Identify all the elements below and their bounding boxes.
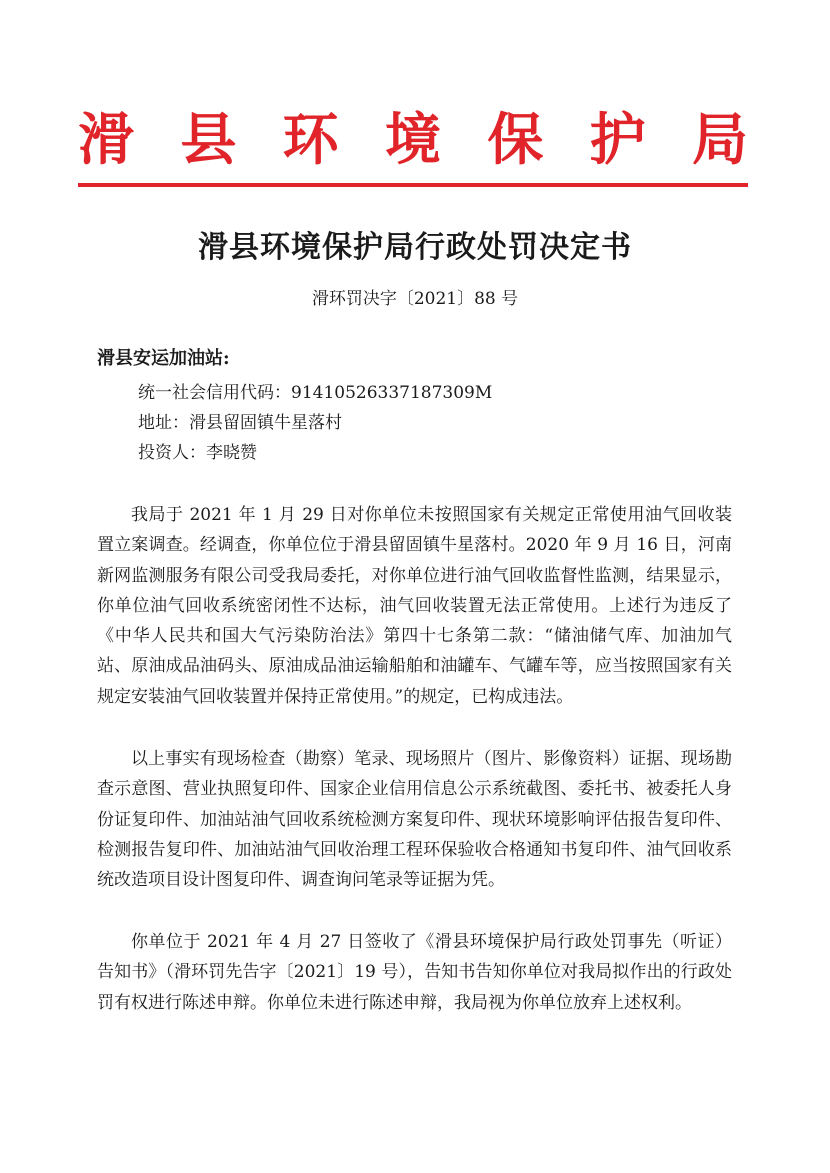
paragraph-facts: 我局于 2021 年 1 月 29 日对你单位未按照国家有关规定正常使用油气回收装置立案调查。经调查，你单位位于滑县留固镇牛星落村。2020 年 9 月 16 日，河南新网监测服务有限公司受我局委托，对你单位进行油气回收监督性监测，结果显示，你单位油气回收系统密闭性不达标，油气回收装置无法正常使用。上述行为违反了《中华人民共和国大气污染防治法》第四十七条第二款：“储油储气库、加油加气站、原油成品油码头、原油成品油运输船舶和油罐车、气罐车等，应当按照国家有关规定安装油气回收装置并保持正常使用。”的规定，已构成违法。 (97, 505, 732, 707)
document-title: 滑县环境保护局行政处罚决定书 (198, 230, 632, 265)
agency-header-char: 境 (384, 107, 441, 173)
agency-header-char: 环 (282, 107, 339, 173)
agency-header (78, 108, 748, 172)
credit-code: 统一社会信用代码：91410526337187309M (138, 383, 493, 403)
paragraph-notice: 你单位于 2021 年 4 月 27 日签收了《滑县环境保护局行政处罚事先（听证）告知书》（滑环罚先告字〔2021〕19 号），告知书告知你单位对我局拟作出的行政处罚有权进行陈述申辩。你单位未进行陈述申辩，我局视为你单位放弃上述权利。 (97, 932, 732, 1013)
address: 地址：滑县留固镇牛星落村 (138, 413, 342, 433)
agency-header-char: 县 (180, 107, 237, 173)
agency-header-char: 护 (589, 107, 646, 173)
header-divider (78, 183, 748, 187)
document-number: 滑环罚决字〔2021〕88 号 (311, 289, 519, 309)
recipient-name: 滑县安运加油站: (97, 348, 230, 369)
agency-header-char: 局 (691, 107, 748, 173)
agency-header-char: 保 (487, 107, 544, 173)
agency-header-char: 滑 (78, 107, 134, 173)
paragraph-evidence: 以上事实有现场检查（勘察）笔录、现场照片（图片、影像资料）证据、现场勘查示意图、营业执照复印件、国家企业信用信息公示系统截图、委托书、被委托人身份证复印件、加油站油气回收系统检测方案复印件、现状环境影响评估报告复印件、检测报告复印件、加油站油气回收治理工程环保验收合格通知书复印件、油气回收系统改造项目设计图复印件、调查询问笔录等证据为凭。 (97, 749, 732, 891)
investor: 投资人：李晓赞 (138, 443, 257, 463)
